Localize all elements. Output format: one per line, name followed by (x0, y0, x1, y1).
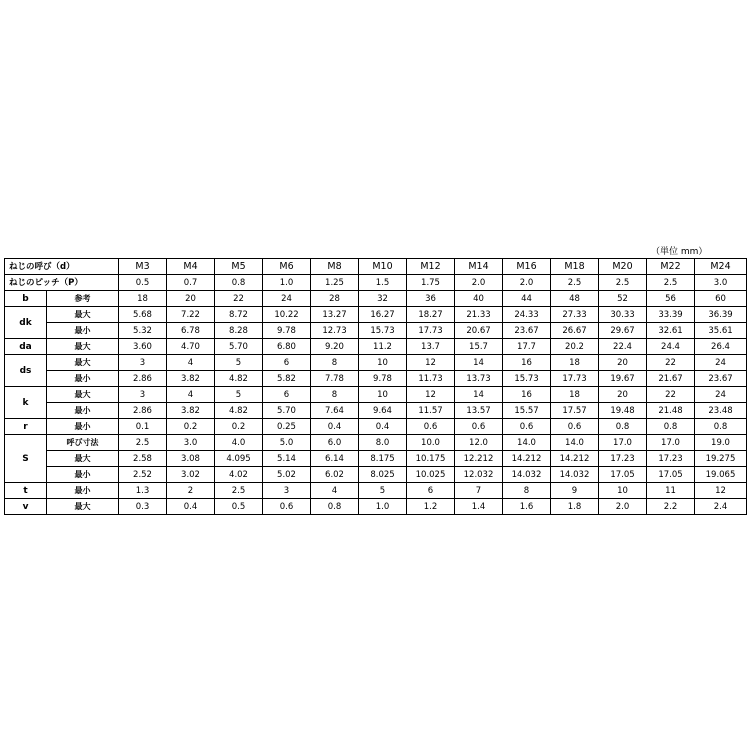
dimension-symbol-cell: k (5, 387, 47, 419)
tolerance-kind-cell: 最小 (47, 483, 119, 499)
value-cell: 2.86 (119, 403, 167, 419)
value-cell: 8.28 (215, 323, 263, 339)
value-cell: 5.70 (263, 403, 311, 419)
size-header-cell: M8 (311, 259, 359, 275)
size-header-cell: M3 (119, 259, 167, 275)
value-cell: 3 (119, 387, 167, 403)
value-cell: 4.82 (215, 371, 263, 387)
value-cell: 19.0 (695, 435, 747, 451)
size-header-cell: M5 (215, 259, 263, 275)
value-cell: 6.02 (311, 467, 359, 483)
value-cell: 48 (551, 291, 599, 307)
value-cell: 13.27 (311, 307, 359, 323)
value-cell: 35.61 (695, 323, 747, 339)
value-cell: 0.8 (647, 419, 695, 435)
value-cell: 12.73 (311, 323, 359, 339)
value-cell: 16 (503, 355, 551, 371)
value-cell: 8.175 (359, 451, 407, 467)
size-header-cell: M14 (455, 259, 503, 275)
value-cell: 6.14 (311, 451, 359, 467)
value-cell: 23.48 (695, 403, 747, 419)
value-cell: 14.0 (503, 435, 551, 451)
size-header-cell: M16 (503, 259, 551, 275)
value-cell: 0.25 (263, 419, 311, 435)
value-cell: 19.275 (695, 451, 747, 467)
value-cell: 32.61 (647, 323, 695, 339)
value-cell: 9.78 (263, 323, 311, 339)
value-cell: 0.4 (311, 419, 359, 435)
value-cell: 22.4 (599, 339, 647, 355)
pitch-value-cell: 3.0 (695, 275, 747, 291)
value-cell: 15.7 (455, 339, 503, 355)
value-cell: 2.5 (119, 435, 167, 451)
value-cell: 2.52 (119, 467, 167, 483)
value-cell: 10.025 (407, 467, 455, 483)
value-cell: 12.212 (455, 451, 503, 467)
pitch-value-cell: 0.5 (119, 275, 167, 291)
value-cell: 20.2 (551, 339, 599, 355)
pitch-value-cell: 2.0 (455, 275, 503, 291)
value-cell: 23.67 (503, 323, 551, 339)
value-cell: 21.67 (647, 371, 695, 387)
value-cell: 10.22 (263, 307, 311, 323)
value-cell: 27.33 (551, 307, 599, 323)
table-row (5, 435, 747, 451)
tolerance-kind-cell: 最小 (47, 467, 119, 483)
value-cell: 11.2 (359, 339, 407, 355)
value-cell: 1.0 (359, 499, 407, 515)
pitch-value-cell: 1.25 (311, 275, 359, 291)
value-cell: 21.33 (455, 307, 503, 323)
size-header-cell: M22 (647, 259, 695, 275)
value-cell: 5.82 (263, 371, 311, 387)
size-header-cell: M20 (599, 259, 647, 275)
value-cell: 22 (647, 355, 695, 371)
value-cell: 24 (695, 387, 747, 403)
value-cell: 12 (695, 483, 747, 499)
value-cell: 26.67 (551, 323, 599, 339)
value-cell: 14.212 (551, 451, 599, 467)
value-cell: 40 (455, 291, 503, 307)
value-cell: 17.57 (551, 403, 599, 419)
table-row (5, 483, 747, 499)
value-cell: 6 (407, 483, 455, 499)
value-cell: 20 (599, 355, 647, 371)
value-cell: 11.73 (407, 371, 455, 387)
value-cell: 20 (599, 387, 647, 403)
value-cell: 17.7 (503, 339, 551, 355)
value-cell: 10.175 (407, 451, 455, 467)
unit-note: （単位 mm） (651, 247, 708, 257)
value-cell: 7.64 (311, 403, 359, 419)
tolerance-kind-cell: 最小 (47, 371, 119, 387)
dimension-symbol-cell: ds (5, 355, 47, 387)
value-cell: 4.02 (215, 467, 263, 483)
table-row (5, 291, 747, 307)
value-cell: 13.7 (407, 339, 455, 355)
value-cell: 17.23 (647, 451, 695, 467)
value-cell: 10 (599, 483, 647, 499)
value-cell: 33.39 (647, 307, 695, 323)
value-cell: 3 (119, 355, 167, 371)
value-cell: 5 (215, 355, 263, 371)
value-cell: 8.025 (359, 467, 407, 483)
value-cell: 8 (503, 483, 551, 499)
value-cell: 24.33 (503, 307, 551, 323)
value-cell: 0.5 (215, 499, 263, 515)
value-cell: 17.05 (599, 467, 647, 483)
value-cell: 14 (455, 355, 503, 371)
pitch-value-cell: 2.5 (551, 275, 599, 291)
size-header-cell: M6 (263, 259, 311, 275)
dimension-table (4, 258, 747, 515)
value-cell: 18 (119, 291, 167, 307)
tolerance-kind-cell: 最小 (47, 403, 119, 419)
value-cell: 0.4 (359, 419, 407, 435)
value-cell: 24 (695, 355, 747, 371)
value-cell: 60 (695, 291, 747, 307)
value-cell: 1.3 (119, 483, 167, 499)
value-cell: 13.73 (455, 371, 503, 387)
value-cell: 52 (599, 291, 647, 307)
value-cell: 15.57 (503, 403, 551, 419)
value-cell: 0.1 (119, 419, 167, 435)
value-cell: 44 (503, 291, 551, 307)
table-row (5, 451, 747, 467)
value-cell: 0.6 (551, 419, 599, 435)
value-cell: 0.3 (119, 499, 167, 515)
value-cell: 15.73 (359, 323, 407, 339)
pitch-value-cell: 1.75 (407, 275, 455, 291)
thread-size-label: ねじの呼び（d） (5, 259, 119, 275)
value-cell: 3.82 (167, 371, 215, 387)
value-cell: 2.4 (695, 499, 747, 515)
value-cell: 0.8 (311, 499, 359, 515)
value-cell: 26.4 (695, 339, 747, 355)
value-cell: 8.0 (359, 435, 407, 451)
value-cell: 0.6 (407, 419, 455, 435)
value-cell: 5.70 (215, 339, 263, 355)
value-cell: 4.82 (215, 403, 263, 419)
table-row (5, 307, 747, 323)
pitch-value-cell: 2.5 (647, 275, 695, 291)
size-header-cell: M12 (407, 259, 455, 275)
tolerance-kind-cell: 最大 (47, 387, 119, 403)
value-cell: 1.2 (407, 499, 455, 515)
value-cell: 18 (551, 355, 599, 371)
table-row (5, 323, 747, 339)
table-row (5, 467, 747, 483)
value-cell: 17.73 (551, 371, 599, 387)
value-cell: 0.6 (263, 499, 311, 515)
dimension-symbol-cell: r (5, 419, 47, 435)
value-cell: 9 (551, 483, 599, 499)
value-cell: 4 (311, 483, 359, 499)
value-cell: 0.6 (503, 419, 551, 435)
value-cell: 20.67 (455, 323, 503, 339)
value-cell: 56 (647, 291, 695, 307)
pitch-value-cell: 2.0 (503, 275, 551, 291)
value-cell: 3.08 (167, 451, 215, 467)
value-cell: 18 (551, 387, 599, 403)
dimension-symbol-cell: S (5, 435, 47, 483)
value-cell: 4.70 (167, 339, 215, 355)
tolerance-kind-cell: 最大 (47, 307, 119, 323)
value-cell: 22 (215, 291, 263, 307)
value-cell: 1.4 (455, 499, 503, 515)
value-cell: 10 (359, 355, 407, 371)
dimension-symbol-cell: t (5, 483, 47, 499)
value-cell: 4 (167, 355, 215, 371)
table-row (5, 371, 747, 387)
value-cell: 19.48 (599, 403, 647, 419)
value-cell: 21.48 (647, 403, 695, 419)
value-cell: 16.27 (359, 307, 407, 323)
table-row (5, 339, 747, 355)
value-cell: 28 (311, 291, 359, 307)
table-row (5, 387, 747, 403)
value-cell: 3.0 (167, 435, 215, 451)
value-cell: 3.02 (167, 467, 215, 483)
value-cell: 5.68 (119, 307, 167, 323)
value-cell: 0.4 (167, 499, 215, 515)
value-cell: 9.64 (359, 403, 407, 419)
pitch-label: ねじのピッチ（P） (5, 275, 119, 291)
value-cell: 9.20 (311, 339, 359, 355)
value-cell: 14.212 (503, 451, 551, 467)
value-cell: 13.57 (455, 403, 503, 419)
value-cell: 2.5 (215, 483, 263, 499)
value-cell: 0.8 (695, 419, 747, 435)
tolerance-kind-cell: 最大 (47, 451, 119, 467)
value-cell: 1.6 (503, 499, 551, 515)
value-cell: 16 (503, 387, 551, 403)
value-cell: 3 (263, 483, 311, 499)
dimension-symbol-cell: da (5, 339, 47, 355)
dimension-symbol-cell: b (5, 291, 47, 307)
value-cell: 6 (263, 387, 311, 403)
value-cell: 17.0 (647, 435, 695, 451)
tolerance-kind-cell: 最大 (47, 355, 119, 371)
value-cell: 6 (263, 355, 311, 371)
value-cell: 24 (263, 291, 311, 307)
value-cell: 30.33 (599, 307, 647, 323)
value-cell: 8 (311, 387, 359, 403)
value-cell: 2.0 (599, 499, 647, 515)
value-cell: 4 (167, 387, 215, 403)
value-cell: 5.02 (263, 467, 311, 483)
value-cell: 2 (167, 483, 215, 499)
value-cell: 36.39 (695, 307, 747, 323)
value-cell: 7.78 (311, 371, 359, 387)
value-cell: 2.86 (119, 371, 167, 387)
value-cell: 5 (359, 483, 407, 499)
value-cell: 6.78 (167, 323, 215, 339)
pitch-value-cell: 0.8 (215, 275, 263, 291)
dimension-symbol-cell: dk (5, 307, 47, 339)
value-cell: 19.67 (599, 371, 647, 387)
pitch-value-cell: 0.7 (167, 275, 215, 291)
value-cell: 14 (455, 387, 503, 403)
value-cell: 10.0 (407, 435, 455, 451)
value-cell: 6.80 (263, 339, 311, 355)
value-cell: 19.065 (695, 467, 747, 483)
value-cell: 17.73 (407, 323, 455, 339)
value-cell: 22 (647, 387, 695, 403)
size-header-cell: M24 (695, 259, 747, 275)
value-cell: 4.0 (215, 435, 263, 451)
value-cell: 0.6 (455, 419, 503, 435)
table-body (5, 259, 747, 515)
tolerance-kind-cell: 呼び寸法 (47, 435, 119, 451)
value-cell: 12 (407, 355, 455, 371)
value-cell: 5.32 (119, 323, 167, 339)
value-cell: 36 (407, 291, 455, 307)
value-cell: 2.2 (647, 499, 695, 515)
value-cell: 0.2 (215, 419, 263, 435)
value-cell: 3.60 (119, 339, 167, 355)
size-header-cell: M18 (551, 259, 599, 275)
value-cell: 12.032 (455, 467, 503, 483)
pitch-value-cell: 2.5 (599, 275, 647, 291)
value-cell: 14.032 (551, 467, 599, 483)
pitch-value-cell: 1.0 (263, 275, 311, 291)
value-cell: 8 (311, 355, 359, 371)
header-row (5, 259, 747, 275)
value-cell: 5 (215, 387, 263, 403)
table-row (5, 355, 747, 371)
value-cell: 8.72 (215, 307, 263, 323)
value-cell: 1.8 (551, 499, 599, 515)
value-cell: 6.0 (311, 435, 359, 451)
value-cell: 11.57 (407, 403, 455, 419)
value-cell: 4.095 (215, 451, 263, 467)
value-cell: 12 (407, 387, 455, 403)
value-cell: 20 (167, 291, 215, 307)
tolerance-kind-cell: 最小 (47, 419, 119, 435)
value-cell: 14.032 (503, 467, 551, 483)
tolerance-kind-cell: 最小 (47, 323, 119, 339)
value-cell: 9.78 (359, 371, 407, 387)
value-cell: 0.8 (599, 419, 647, 435)
value-cell: 24.4 (647, 339, 695, 355)
value-cell: 3.82 (167, 403, 215, 419)
value-cell: 2.58 (119, 451, 167, 467)
value-cell: 18.27 (407, 307, 455, 323)
value-cell: 32 (359, 291, 407, 307)
value-cell: 14.0 (551, 435, 599, 451)
value-cell: 7 (455, 483, 503, 499)
dimension-symbol-cell: v (5, 499, 47, 515)
tolerance-kind-cell: 参考 (47, 291, 119, 307)
table-row (5, 419, 747, 435)
table-row (5, 403, 747, 419)
tolerance-kind-cell: 最大 (47, 499, 119, 515)
value-cell: 0.2 (167, 419, 215, 435)
size-header-cell: M10 (359, 259, 407, 275)
pitch-row (5, 275, 747, 291)
value-cell: 5.0 (263, 435, 311, 451)
value-cell: 11 (647, 483, 695, 499)
value-cell: 15.73 (503, 371, 551, 387)
table-row (5, 499, 747, 515)
value-cell: 29.67 (599, 323, 647, 339)
size-header-cell: M4 (167, 259, 215, 275)
value-cell: 5.14 (263, 451, 311, 467)
value-cell: 17.05 (647, 467, 695, 483)
value-cell: 17.0 (599, 435, 647, 451)
pitch-value-cell: 1.5 (359, 275, 407, 291)
value-cell: 7.22 (167, 307, 215, 323)
tolerance-kind-cell: 最大 (47, 339, 119, 355)
value-cell: 23.67 (695, 371, 747, 387)
value-cell: 10 (359, 387, 407, 403)
value-cell: 17.23 (599, 451, 647, 467)
value-cell: 12.0 (455, 435, 503, 451)
